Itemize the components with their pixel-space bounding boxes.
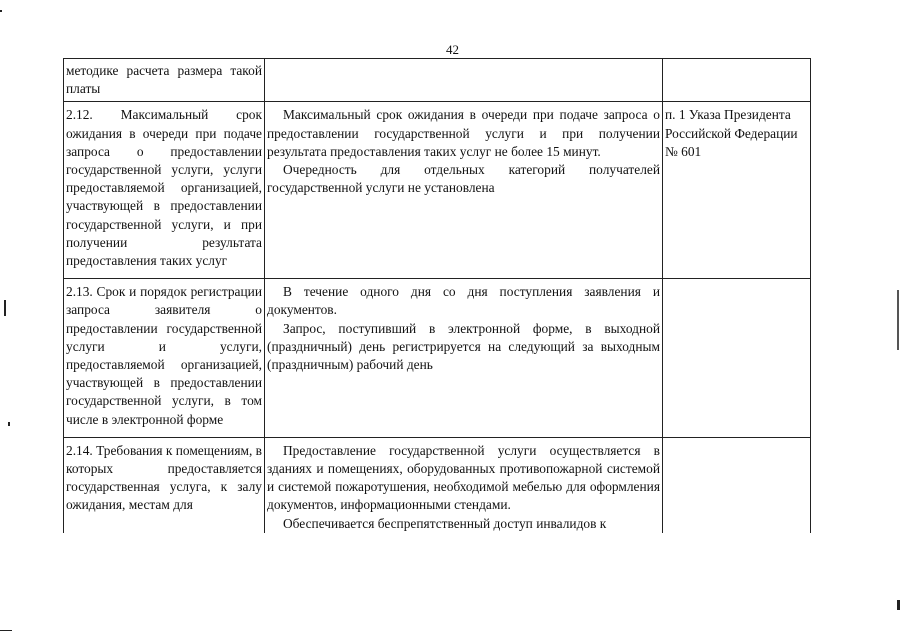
requirement-name-cell	[64, 279, 265, 438]
requirement-content-cell	[265, 437, 663, 533]
content-paragraph: Запрос, поступивший в электронной форме, в выходной (праздничный) день регистрируется на следующий за выходным (праздничным) рабочий день	[267, 320, 660, 373]
content-paragraph: Предоставление государственной услуги осуществляется в зданиях и помещениях, оборудованных противопожарной системой и системой пожаротушения, необходимой мебелью для оформления документов, информационными стендами.	[267, 442, 660, 513]
legal-basis: п. 1 Указа Президента Российской Федерации № 601	[665, 107, 798, 159]
scan-artifact	[8, 422, 10, 426]
requirement-name: 2.12. Максимальный срок ожидания в очереди при подаче запроса о предоставлении государственной услуги, услуги предоставляемой организацией, участвующей в предоставлении государственной услуги, и при получении результата предоставления таких услуг	[66, 107, 262, 269]
legal-basis-cell	[663, 102, 811, 279]
scan-artifact	[897, 600, 900, 610]
content-paragraph: Обеспечивается беспрепятственный доступ инвалидов к	[283, 515, 607, 531]
requirement-content-cell	[265, 59, 663, 102]
legal-basis-cell	[663, 437, 811, 533]
scan-artifact	[897, 290, 899, 350]
requirement-name: 2.13. Срок и порядок регистрации запроса заявителя о предоставлении государственной услуги и услуги, предоставляемой организацией, участвующей в предоставлении государственной услуги, в том числе в электронной форме	[66, 284, 262, 427]
page-number: 42	[446, 42, 459, 57]
scan-artifact	[0, 10, 2, 12]
table-row	[64, 279, 811, 438]
requirement-content-cell	[265, 102, 663, 279]
legal-basis-cell	[663, 59, 811, 102]
table-row	[64, 59, 811, 102]
content-paragraph: Максимальный срок ожидания в очереди при подаче запроса о предоставлении государственной услуги и при получении результата предоставления таких услуг не более 15 минут.	[267, 107, 660, 159]
requirement-name-cell	[64, 102, 265, 279]
requirement-name: 2.14. Требования к помещениям, в которых предоставляется государственная услуга, к залу ожидания, местам для	[66, 442, 262, 513]
table-row	[64, 437, 811, 533]
requirement-name-cell	[64, 59, 265, 102]
table-row	[64, 102, 811, 279]
content-paragraph: В течение одного дня со дня поступления заявления и документов.	[267, 284, 660, 318]
regulation-table	[63, 58, 811, 533]
scan-artifact	[0, 630, 12, 631]
requirement-name-cell	[64, 437, 265, 533]
scan-artifact	[4, 300, 6, 316]
requirement-content-cell	[265, 279, 663, 438]
requirement-name: методике расчета размера такой платы	[66, 63, 262, 97]
legal-basis-cell	[663, 279, 811, 438]
content-paragraph: Очередность для отдельных категорий получателей государственной услуги не установлена	[267, 162, 660, 196]
